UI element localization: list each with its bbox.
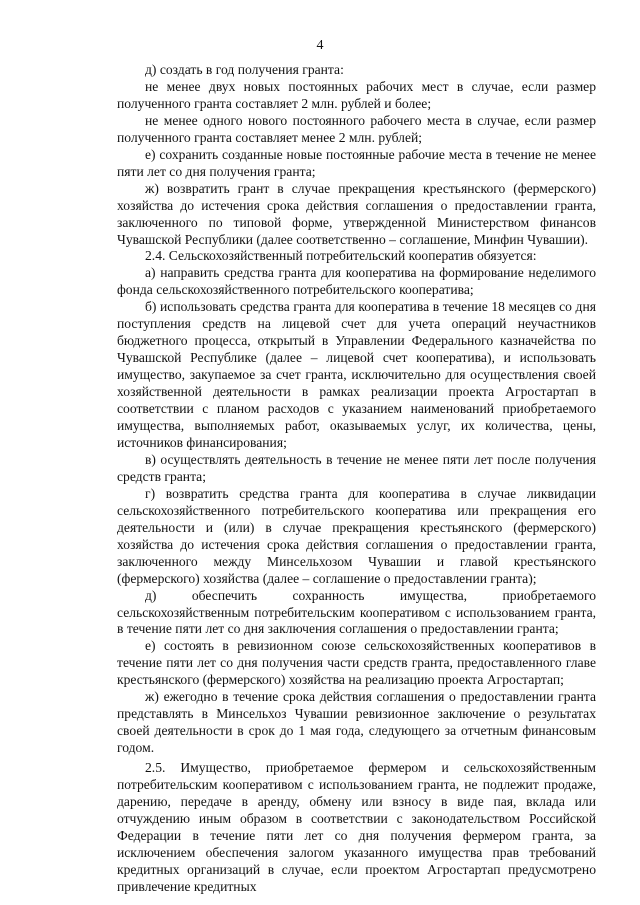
document-body [117, 62, 596, 896]
paragraph: в) осуществлять деятельность в течение не менее пяти лет после получения средств гранта; [117, 451, 596, 484]
paragraph: а) направить средства гранта для кооператива на формирование неделимого фонда сельскохозяйственного потребительского кооператива; [117, 265, 596, 298]
paragraph: г) возвратить средства гранта для кооператива в случае ликвидации сельскохозяйственного потребительского кооператива или прекращения его деятельности и (или) в случае прекращения крестьянского (фермерского) хозяйства до истечения срока действия соглашения о предоставлении гранта, заключенного между Минсельхозом Чувашии и главой крестьянского (фермерского) хозяйства (далее – соглашение о предоставлении гранта); [117, 485, 596, 586]
paragraph: ж) ежегодно в течение срока действия соглашения о предоставлении гранта представлять в Минсельхоз Чувашии ревизионное заключение о результатах своей деятельности в срок до 1 мая года, следующего за отчетным финансовым годом. [117, 689, 596, 756]
page-number: 4 [316, 38, 324, 53]
paragraph: е) состоять в ревизионном союзе сельскохозяйственных кооперативов в течение пяти лет со дня получения части средств гранта, предоставленного главе крестьянского (фермерского) хозяйства на реализацию проекта Агростартап; [117, 638, 596, 688]
paragraph: д) обеспечить сохранность имущества, приобретаемого сельскохозяйственным потребительским кооперативом с использованием гранта, в течение пяти лет со дня заключения соглашения о предоставлении гранта; [117, 587, 596, 637]
paragraph: 2.5. Имущество, приобретаемое фермером и сельскохозяйственным потребительским кооперативом с использованием гранта, не подлежит продаже, дарению, передаче в аренду, обмену или взносу в виде пая, вклада или отчуждению иным образом в соответствии с законодательством Российской Федерации в течение пяти лет со дня получения фермером гранта, за исключением обеспечения залогом указанного имущества прав требований кредитных организаций в случае, если проектом Агростартап предусмотрено привлечение кредитных [117, 760, 596, 894]
paragraph: д) создать в год получения гранта: [145, 62, 344, 77]
paragraph: е) сохранить созданные новые постоянные рабочие места в течение не менее пяти лет со дня получения гранта; [117, 146, 596, 179]
paragraph: б) использовать средства гранта для кооператива в течение 18 месяцев со дня поступления средств на лицевой счет для учета операций неучастников бюджетного процесса, открытый в Управлении Федерального казначейства по Чувашской Республике (далее – лицевой счет кооператива), и использовать имущество, закупаемое за счет гранта, исключительно для осуществления своей хозяйственной деятельности в рамках реализации проекта Агростартап в соответствии с планом расходов с указанием наименований приобретаемого имущества, выполняемых работ, оказываемых услуг, их количества, цены, источников финансирования; [117, 299, 596, 450]
paragraph: не менее одного нового постоянного рабочего места в случае, если размер полученного гранта составляет менее 2 млн. рублей; [117, 112, 596, 145]
paragraph: 2.4. Сельскохозяйственный потребительский кооператив обязуется: [145, 248, 537, 264]
paragraph: не менее двух новых постоянных рабочих мест в случае, если размер полученного гранта составляет 2 млн. рублей и более; [117, 78, 596, 111]
paragraph: ж) возвратить грант в случае прекращения крестьянского (фермерского) хозяйства до истечения срока действия соглашения о предоставлении гранта, заключенного по типовой форме, утвержденной Министерством финансов Чувашской Республики (далее соответственно – соглашение, Минфин Чувашии). [117, 180, 596, 247]
